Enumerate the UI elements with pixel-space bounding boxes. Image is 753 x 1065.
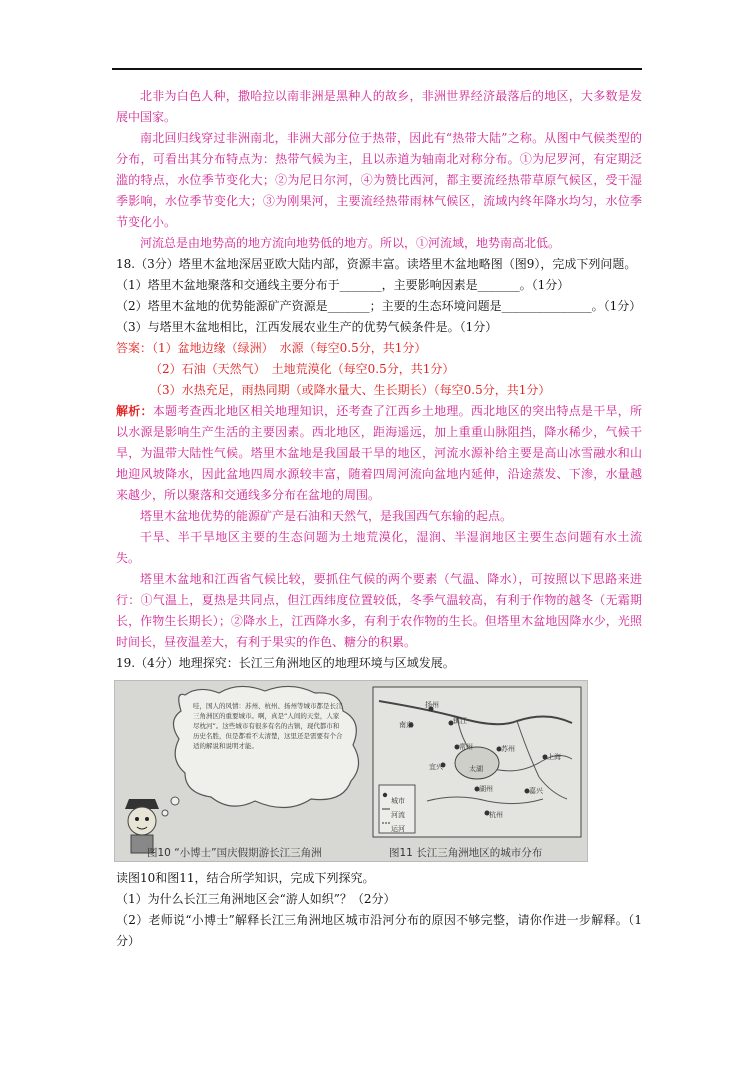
figure-10-11 xyxy=(114,680,588,862)
answer-line-1: （1）盆地边缘（绿洲） 水源（每空0.5分，共1分） xyxy=(152,341,427,355)
map-label-nanjing: 南京 xyxy=(399,721,413,729)
bubble-text: 哇，国人的风情：苏州、杭州、扬州等城市都是长江三角洲区的重要城市。啊，真是“人间的天堂，人家尽枕河”。这些城市有很多有名的古镇，现代都市和历史名胜，但是都看不太清楚，这里还是需要有个合适的解说和说明才能。 xyxy=(193,702,343,750)
paragraph-africa-climate: 南北回归线穿过非洲南北，非洲大部分位于热带，因此有“热带大陆”之称。从图中气候类型的分布，可看出其分布特点为：热带气候为主，且以赤道为轴南北对称分布。①为尼罗河，有定期泛滥的特点，水位季节变化大；②为尼日尔河，④为赞比西河，都主要流经热带草原气候区，受干湿季影响，水位季节变化大；③为刚果河，主要流经热带雨林气候区，流域内终年降水均匀，水位季节变化小。 xyxy=(116,131,642,229)
answer-line-2: （2）石油（天然气） 土地荒漠化（每空0.5分，共1分） xyxy=(150,362,455,376)
question-18-part2: （2）塔里木盆地的优势能源矿产资源是_______；主要的生态环境问题是_______________。（1分） xyxy=(116,299,642,313)
paragraph-africa-rivers: 河流总是由地势高的地方流向地势低的地方。所以，①河流域，地势南高北低。 xyxy=(140,236,561,250)
figure-11 xyxy=(367,681,587,861)
question-18-part3: （3）与塔里木盆地相比，江西发展农业生产的优势气候条件是。（1分） xyxy=(116,320,498,334)
document-body xyxy=(116,86,642,952)
analysis-para-2: 塔里木盆地优势的能源矿产是石油和天然气，是我国西气东输的起点。 xyxy=(140,509,513,523)
answer-block xyxy=(116,338,642,359)
answer-line-3: （3）水热充足，雨热同期（或降水量大、生长期长）（每空0.5分，共1分） xyxy=(150,383,551,397)
analysis-para-3: 干旱、半干旱地区主要的生态问题为土地荒漠化，湿润、半湿润地区主要生态问题有水土流失。 xyxy=(116,530,642,565)
legend-city: 城市 xyxy=(391,797,405,805)
paragraph-africa-population: 北非为白色人种，撒哈拉以南非洲是黑种人的故乡，非洲世界经济最落后的地区，大多数是发展中国家。 xyxy=(116,89,642,124)
map-label-yangzhou: 扬州 xyxy=(425,701,439,709)
question-19-part1: （1）为什么长江三角洲地区会“游人如织”？（2分） xyxy=(116,892,396,906)
analysis-block xyxy=(116,401,642,506)
map-label-changzhou: 常州 xyxy=(459,743,473,751)
question-18-part1: （1）塔里木盆地聚落和交通线主要分布于_______，主要影响因素是_______。（1分） xyxy=(116,278,570,292)
map-label-zhenjiang: 镇江 xyxy=(453,717,467,725)
figure-10-caption: 图10 “小博士”国庆假期游长江三角洲 xyxy=(147,847,322,859)
question-19-stem: 19.（4分）地理探究：长江三角洲地区的地理环境与区域发展。 xyxy=(116,656,455,670)
question-19-part2: （2）老师说“小博士”解释长江三角洲地区城市沿河分布的原因不够完整，请你作进一步解释。（1分） xyxy=(116,913,642,948)
map-label-taihu: 太湖 xyxy=(469,765,483,773)
analysis-para-4: 塔里木盆地和江西省气候比较，要抓住气候的两个要素（气温、降水），可按照以下思路来进行：①气温上，夏热是共同点，但江西纬度位置较低，冬季气温较高，有利于作物的越冬（无霜期长，作物生长期长）；②降水上，江西降水多，有利于农作物的生长。但塔里木盆地因降水少，光照时间长，昼夜温差大，有利于果实的作色、糖分的积累。 xyxy=(116,572,642,649)
map-label-huzhou: 湖州 xyxy=(479,785,493,793)
question-19-instruction: 读图10和图11，结合所学知识，完成下列探究。 xyxy=(116,871,375,885)
map-label-jiaxing: 嘉兴 xyxy=(529,787,543,795)
answer-label: 答案： xyxy=(116,341,153,355)
figure-11-caption: 图11 长江三角洲地区的城市分布 xyxy=(389,847,543,859)
question-18-stem: 18.（3分）塔里木盆地深居亚欧大陆内部，资源丰富。读塔里木盆地略图（图9），完成下列问题。 xyxy=(116,257,637,271)
map-label-shanghai: 上海 xyxy=(547,753,561,761)
legend-river: 河流 xyxy=(391,811,405,819)
header-rule xyxy=(112,68,642,70)
analysis-para-1: 本题考查西北地区相关地理知识，还考查了江西乡土地理。西北地区的突出特点是干旱，所以水源是影响生产生活的主要因素。西北地区，距海遥远，加上重重山脉阻挡，降水稀少，气候干旱，为温带大陆性气候。塔里木盆地是我国最干旱的地区，河流水源补给主要是高山冰雪融水和山地迎风坡降水，因此盆地四周水源较丰富，随着四周河流向盆地内延伸，沿途蒸发、下渗，水量越来越少，所以聚落和交通线多分布在盆地的周围。 xyxy=(116,404,642,502)
map-label-suzhou: 苏州 xyxy=(501,745,515,753)
figure-10 xyxy=(115,681,365,861)
analysis-label: 解析： xyxy=(116,404,153,418)
map-label-yixing: 宜兴 xyxy=(429,763,443,771)
legend-canal: 运河 xyxy=(391,825,405,833)
map-label-hangzhou: 杭州 xyxy=(489,811,503,819)
